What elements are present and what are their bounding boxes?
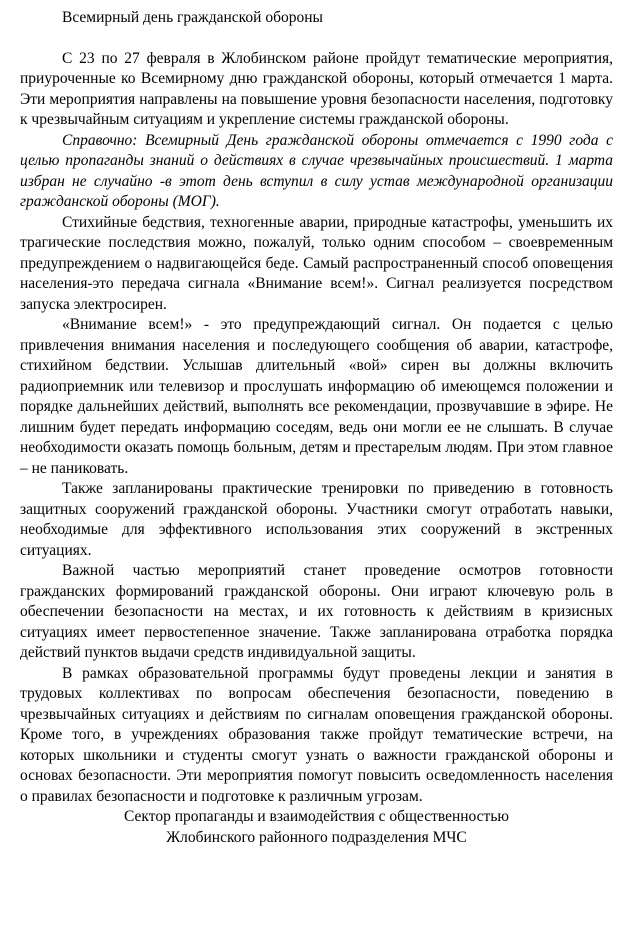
paragraph-warning-methods: Стихийные бедствия, техногенные аварии, природные катастрофы, уменьшить их трагические последствия можно, пожалуй, только одним способом – своевременным предупреждением о надвигающейся беде. Самый распространенный способ оповещения населения-это передача сигнала «Внимание всем!». Сигнал реализуется посредством запуска электросирен. bbox=[20, 213, 613, 313]
paragraph-intro: С 23 по 27 февраля в Жлобинском районе пройдут тематические мероприятия, приуроченные ко Всемирному дню гражданской обороны, который отмечается 1 марта. Эти мероприятия направлены на повышение уровня безопасности населения, подготовку к чрезвычайным ситуациям и укрепление системы гражданской обороны. bbox=[20, 49, 613, 128]
paragraph-formations-inspection: Важной частью мероприятий станет проведение осмотров готовности гражданских формирований гражданской обороны. Они играют ключевую роль в обеспечении безопасности на местах, и их готовность к действиям в кризисных ситуациях имеет первостепенное значение. Также запланирована отработка порядка действий пунктов выдачи средств индивидуальной защиты. bbox=[20, 562, 613, 661]
signature-department: Сектор пропаганды и взаимодействия с общественностью bbox=[124, 808, 509, 825]
signature-unit: Жлобинского районного подразделения МЧС bbox=[166, 828, 467, 846]
paragraph-reference-note: Справочно: Всемирный День гражданской обороны отмечается с 1990 года с целью пропаганды знаний о действиях в случае чрезвычайных происшествий. 1 марта избран не случайно -в этот день вступил в силу устав международной организации гражданской обороны (МОГ). bbox=[20, 131, 613, 210]
document-title: Всемирный день гражданской обороны bbox=[62, 9, 323, 26]
paragraph-education-program: В рамках образовательной программы будут проведены лекции и занятия в трудовых коллективах по вопросам обеспечения безопасности, поведению в чрезвычайных ситуациях и действиям по сигналам оповещения гражданской обороны. Кроме того, в учреждениях образования также пройдут тематические встречи, на которых школьники и студенты смогут узнать о важности гражданской обороны и основах безопасности. Эти мероприятия помогут повысить осведомленность населения о правилах безопасности и подготовке к различным угрозам. bbox=[20, 664, 613, 805]
paragraph-attention-signal: «Внимание всем!» - это предупреждающий сигнал. Он подается с целью привлечения внимания населения и последующего сообщения об аварии, катастрофе, стихийном бедствии. Услышав длительный «вой» сирен вы должны включить радиоприемник или телевизор и прослушать информацию об имеющемся положении и порядке дальнейших действий, выполнять все рекомендации, прозвучавшие в эфире. Не лишним будет передать информацию соседям, ведь они могли ее не слышать. В случае необходимости оказать помощь больным, детям и престарелым людям. При этом главное – не паниковать. bbox=[20, 316, 613, 477]
paragraph-shelter-training: Также запланированы практические тренировки по приведению в готовность защитных сооружений гражданской обороны. Участники смогут отработать навыки, необходимые для эффективного использования этих сооружений в экстренных ситуациях. bbox=[20, 480, 613, 559]
